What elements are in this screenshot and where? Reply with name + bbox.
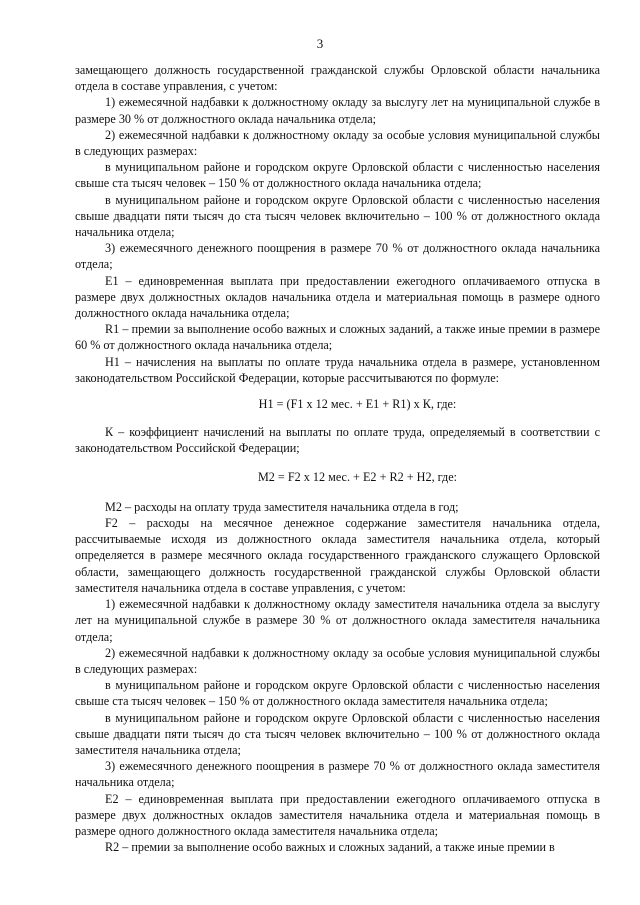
paragraph: F2 – расходы на месячное денежное содержание заместителя начальника отдела, рассчитываемые исходя из должностного оклада заместителя начальника отдела, который определяется в размере месячного оклада государственного гражданского служащего Орловской области, замещающего должность государственной гражданской службы Орловской области заместителя начальника отдела в составе управления, с учетом: bbox=[75, 516, 600, 595]
paragraph: М2 – расходы на оплату труда заместителя начальника отдела в год; bbox=[105, 499, 459, 514]
paragraph: в муниципальном районе и городском округе Орловской области с численностью населения свыше двадцати пяти тысяч до ста тысяч человек включительно – 100 % от должностного оклада начальника отдела; bbox=[75, 192, 600, 240]
paragraph: К – коэффициент начислений на выплаты по оплате труда, определяемый в соответствии с законодательством Российской Федерации; bbox=[75, 425, 600, 456]
paragraph: 1) ежемесячной надбавки к должностному окладу заместителя начальника отдела за выслугу лет на муниципальной службе в размере 30 % от должностного оклада заместителя начальника отдела; bbox=[75, 597, 600, 644]
paragraph: Н1 – начисления на выплаты по оплате труда начальника отдела в размере, установленном законодательством Российской Федерации, которые рассчитываются по формуле: bbox=[75, 354, 600, 385]
paragraph: в муниципальном районе и городском округе Орловской области с численностью населения свыше ста тысяч человек – 150 % от должностного оклада заместителя начальника отдела; bbox=[75, 678, 600, 709]
paragraph: R1 – премии за выполнение особо важных и сложных заданий, а также иные премии в размере 60 % от должностного оклада начальника отдела; bbox=[75, 322, 600, 353]
paragraph: замещающего должность государственной гражданской службы Орловской области начальника отдела в составе управления, с учетом: bbox=[75, 63, 600, 94]
paragraph: R2 – премии за выполнение особо важных и сложных заданий, а также иные премии в bbox=[105, 840, 555, 855]
formula-h1: Н1 = (F1 х 12 мес. + Е1 + R1) х К, где: bbox=[258, 397, 457, 412]
paragraph: 1) ежемесячной надбавки к должностному окладу за выслугу лет на муниципальной службе в размере 30 % от должностного оклада начальника отдела; bbox=[75, 95, 600, 126]
paragraph: в муниципальном районе и городском округе Орловской области с численностью населения свыше двадцати пяти тысяч до ста тысяч человек включительно – 100 % от должностного оклада заместителя начальника отдела; bbox=[75, 710, 600, 757]
paragraph: 2) ежемесячной надбавки к должностному окладу за особые условия муниципальной службы в следующих размерах: bbox=[75, 127, 600, 159]
paragraph: 2) ежемесячной надбавки к должностному окладу за особые условия муниципальной службы в следующих размерах: bbox=[75, 645, 600, 676]
paragraph: 3) ежемесячного денежного поощрения в размере 70 % от должностного оклада начальника отдела; bbox=[75, 241, 600, 272]
document-body bbox=[75, 62, 600, 855]
formula-m2: М2 = F2 х 12 мес. + Е2 + R2 + Н2, где: bbox=[257, 469, 458, 484]
paragraph: Е1 – единовременная выплата при предоставлении ежегодного оплачиваемого отпуска в размере двух должностных окладов начальника отдела и материальная помощь в размере одного должностного оклада начальника отдела; bbox=[75, 273, 600, 321]
paragraph: 3) ежемесячного денежного поощрения в размере 70 % от должностного оклада заместителя начальника отдела; bbox=[75, 759, 600, 790]
paragraph: в муниципальном районе и городском округе Орловской области с численностью населения свыше ста тысяч человек – 150 % от должностного оклада начальника отдела; bbox=[75, 160, 600, 191]
paragraph: Е2 – единовременная выплата при предоставлении ежегодного оплачиваемого отпуска в размере двух должностных окладов заместителя начальника отдела и материальная помощь в размере одного должностного оклада заместителя начальника отдела; bbox=[75, 791, 600, 838]
page-number: 3 bbox=[316, 36, 324, 51]
